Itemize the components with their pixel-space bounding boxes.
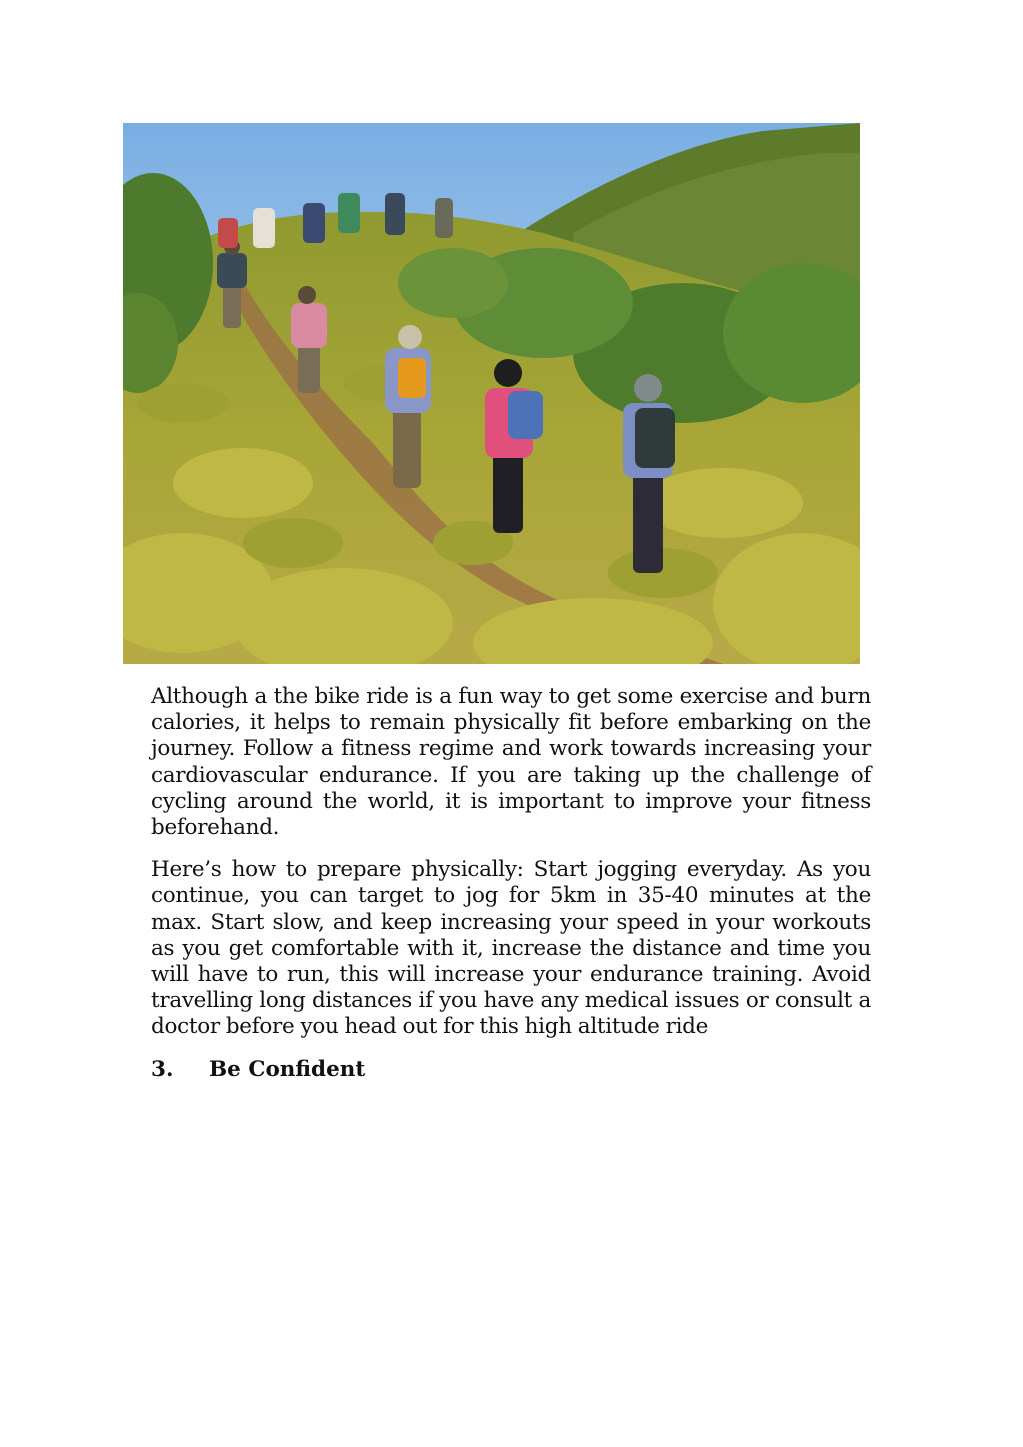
hikers-on-grassy-hill-photo (123, 123, 860, 664)
section-heading (151, 1057, 871, 1083)
body-text (151, 684, 871, 1083)
paragraph-fitness: Although a the bike ride is a fun way to get some exercise and burn calories, it helps to remain physically fit before embarking on the journey. Follow a fitness regime and work towards increasing your cardiovascular endurance. If you are taking up the challenge of cycling around the world, it is important to improve your fitness beforehand. (151, 684, 871, 841)
section-title: Be Confident (209, 1056, 366, 1082)
hikers-photo (123, 123, 860, 664)
paragraph-preparation: Here’s how to prepare physically: Start jogging everyday. As you continue, you can target to jog for 5km in 35-40 minutes at the max. Start slow, and keep increasing your speed in your workouts as you get comfortable with it, increase the distance and time you will have to run, this will increase your endurance training. Avoid travelling long distances if you have any medical issues or consult a doctor before you head out for this high altitude ride (151, 857, 871, 1040)
section-number: 3. (151, 1056, 174, 1082)
